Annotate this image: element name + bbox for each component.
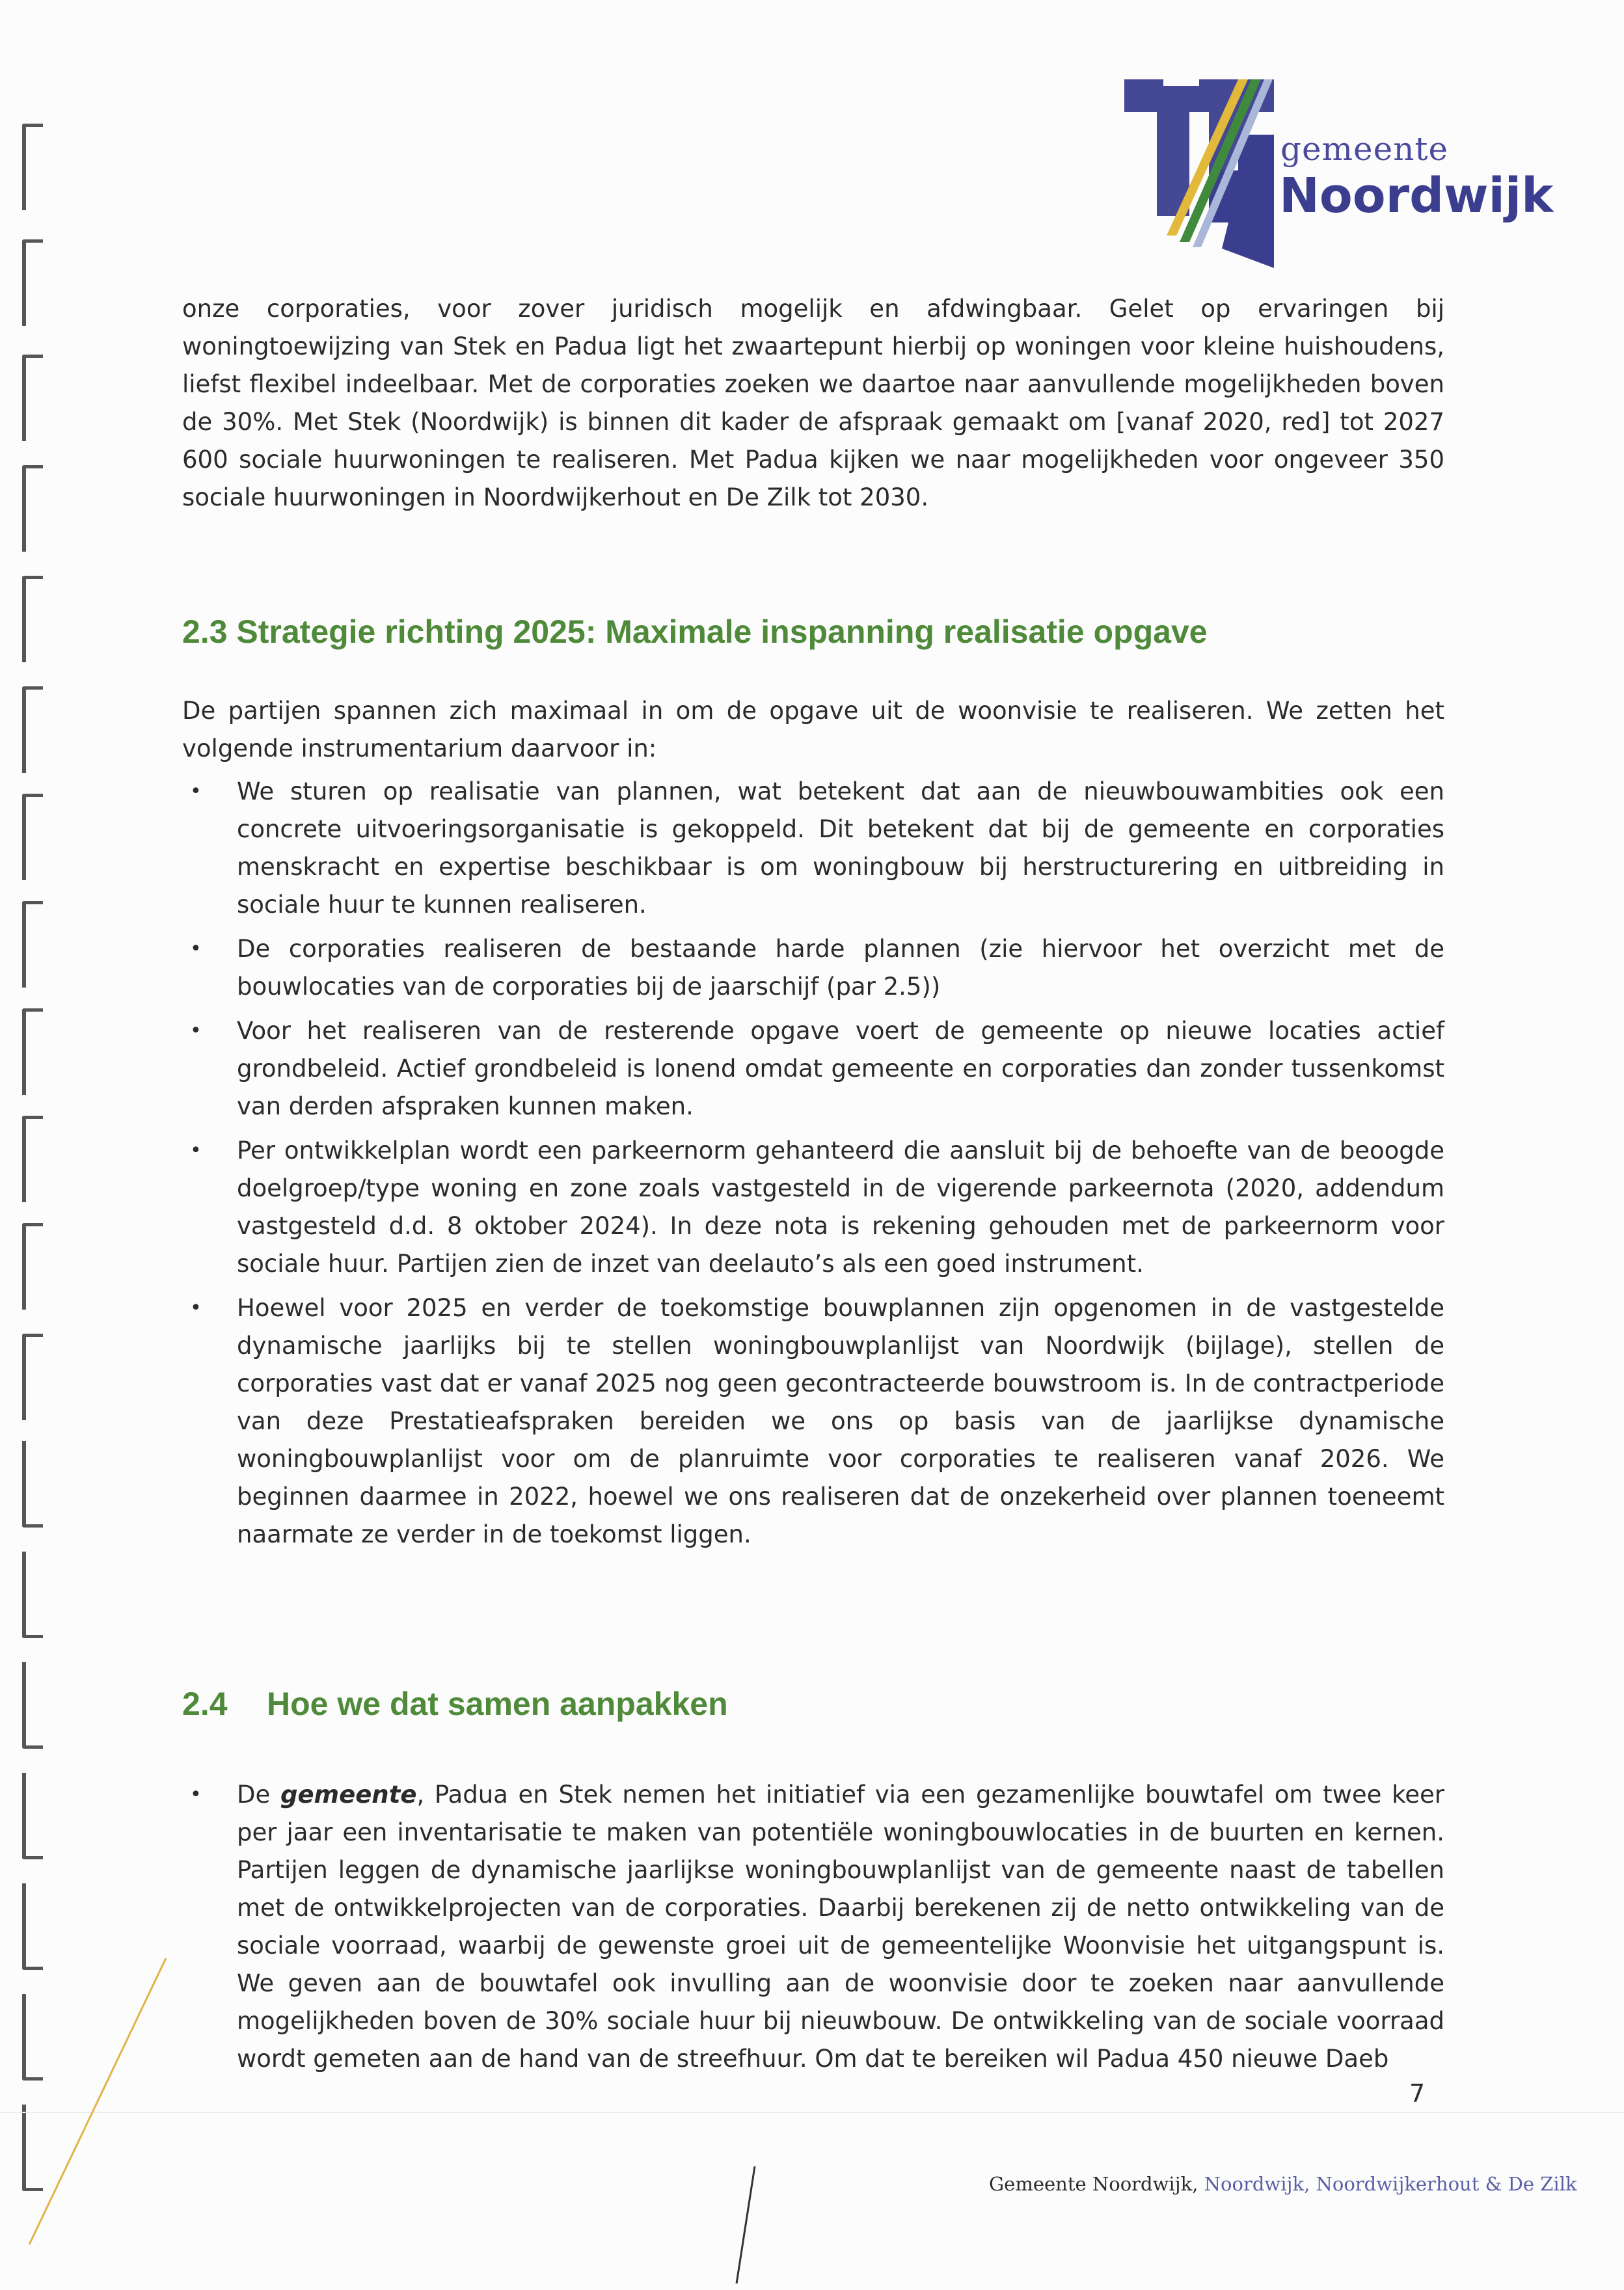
section-2-4-title: Hoe we dat samen aanpakken [267,1686,728,1722]
bullet-icon: • [190,937,202,960]
binding-ring [22,1441,43,1528]
list-item [182,930,1444,1006]
bullet-emphasis: gemeente [280,1781,417,1809]
section-2-4-bullet-list [182,1776,1444,2078]
footer-places: Noordwijk, Noordwijkerhout & De Zilk [1198,2173,1577,2195]
list-item-text: , Padua en Stek nemen het initiatief via een gezamenlijke bouwtafel om twee keer per jaar een inventarisatie te maken van potentiële woningbouwlocaties in de buurten en kernen. Partijen leggen de dynamische jaarlijkse woningbouwplanlijst van de gemeente naast de tabellen met de ontwikkelprojecten van de corporaties. Daarbij berekenen zij de netto ontwikkeling van de sociale voorraad, waarbij de gewenste groei uit de gemeentelijke Woonvisie het uitgangspunt is. We geven aan de bouwtafel ook invulling aan de woonvisie door te zoeken naar aanvullende mogelijkheden boven de 30% sociale huur bij nieuwbouw. De ontwikkeling van de sociale voorraad wordt gemeten aan de hand van de streefhuur. Om dat te bereiken wil Padua 450 nieuwe Daeb [237,1781,1444,2073]
section-2-3 [182,613,1444,651]
page-number: 7 [1409,2079,1426,2108]
section-2-3-bullet-list [182,773,1444,1554]
binding-ring [22,355,43,441]
section-2-4-heading [182,1685,1444,1723]
list-item-text: De corporaties realiseren de bestaande harde plannen (zie hiervoor het overzicht met de bouwlocaties van de corporaties bij de jaarschijf (par 2.5)) [237,935,1444,1001]
binding-ring [22,1008,43,1095]
section-2-4-body [182,1776,1444,2084]
logo-text-gemeente: gemeente [1280,130,1449,168]
list-item-text: We sturen op realisatie van plannen, wat betekent dat aan de nieuwbouwambities ook een concrete uitvoeringsorganisatie is gekoppeld. Dit betekent dat bij de gemeente en corporaties menskracht en expertise beschikbaar is om woningbouw bij herstructurering en uitbreiding in sociale huur te kunnen realiseren. [237,777,1444,919]
list-item-text: Per ontwikkelplan wordt een parkeernorm gehanteerd die aansluit bij de behoefte van de beoogde doelgroep/type woning en zone zoals vastgesteld in de vigerende parkeernota (2020, addendum vastgesteld d.d. 8 oktober 2024). In deze nota is rekening gehouden met de parkeernorm voor sociale huur. Partijen zien de inzet van deelauto’s als een goed instrument. [237,1137,1444,1278]
bullet-prefix: De [237,1781,280,1809]
binding-ring [22,124,43,210]
binding-ring [22,465,43,552]
list-item [182,1776,1444,2078]
section-2-4 [182,1685,1444,1723]
binding-ring [22,1883,43,1970]
list-item [182,773,1444,924]
binding-ring [22,239,43,326]
binding-ring [22,1994,43,2081]
list-item-text: Voor het realiseren van de resterende opgave voert de gemeente op nieuwe locaties actief grondbeleid. Actief grondbeleid is lonend omdat gemeente en corporaties dan zonder tussenkomst van derden afspraken kunnen maken. [237,1017,1444,1120]
binding-ring [22,2105,43,2191]
logo-text-noordwijk: Noordwijk [1279,168,1554,224]
binding-ring [22,1223,43,1310]
bullet-icon: • [190,1019,202,1042]
bullet-icon: • [190,1139,202,1162]
bullet-icon: • [190,1297,202,1319]
binding-ring [22,1773,43,1859]
binding-marks [0,0,72,2290]
binding-ring [22,1552,43,1638]
list-item [182,1289,1444,1554]
binding-ring [22,576,43,662]
bullet-icon: • [190,780,202,803]
binding-ring [22,686,43,773]
footer-divider [0,2112,1624,2113]
binding-ring [22,1662,43,1749]
binding-ring [22,901,43,988]
binding-ring [22,1334,43,1420]
footer-org: Gemeente Noordwijk, [989,2173,1198,2195]
intro-block [182,290,1444,517]
section-2-3-intro: De partijen spannen zich maximaal in om de opgave uit de woonvisie te realiseren. We zetten het volgende instrumentarium daarvoor in: [182,697,1444,762]
bullet-icon: • [190,1783,202,1806]
list-item [182,1012,1444,1125]
section-2-4-number: 2.4 [182,1686,228,1722]
binding-ring [22,1116,43,1202]
intro-paragraph: onze corporaties, voor zover juridisch mogelijk en afdwingbaar. Gelet op ervaringen bij woningtoewijzing van Stek en Padua ligt het zwaartepunt hierbij op woningen voor kleine huishoudens, liefst flexibel indeelbaar. Met de corporaties zoeken we daartoe naar aanvullende mogelijkheden boven de 30%. Met Stek (Noordwijk) is binnen dit kader de afspraak gemaakt om [vanaf 2020, red] tot 2027 600 sociale huurwoningen te realiseren. Met Padua kijken we naar mogelijkheden voor ongeveer 350 sociale huurwoningen in Noordwijkerhout en De Zilk tot 2030. [182,295,1444,511]
section-2-3-body [182,692,1444,1560]
section-2-3-heading: 2.3 Strategie richting 2025: Maximale inspanning realisatie opgave [182,613,1208,650]
list-item [182,1132,1444,1283]
list-item-text: Hoewel voor 2025 en verder de toekomstige bouwplannen zijn opgenomen in de vastgestelde dynamische jaarlijks bij te stellen woningbouwplanlijst van Noordwijk (bijlage), stellen de corporaties vast dat er vanaf 2025 nog geen gecontracteerde bouwstroom is. In de contractperiode van deze Prestatieafspraken bereiden we ons op basis van de jaarlijkse dynamische woningbouwplanlijst voor om de planruimte voor corporaties te realiseren vanaf 2026. We beginnen daarmee in 2022, hoewel we ons realiseren dat de onzekerheid over plannen toeneemt naarmate ze verder in de toekomst liggen. [237,1294,1444,1548]
binding-ring [22,794,43,880]
page-footer [989,2173,1577,2195]
